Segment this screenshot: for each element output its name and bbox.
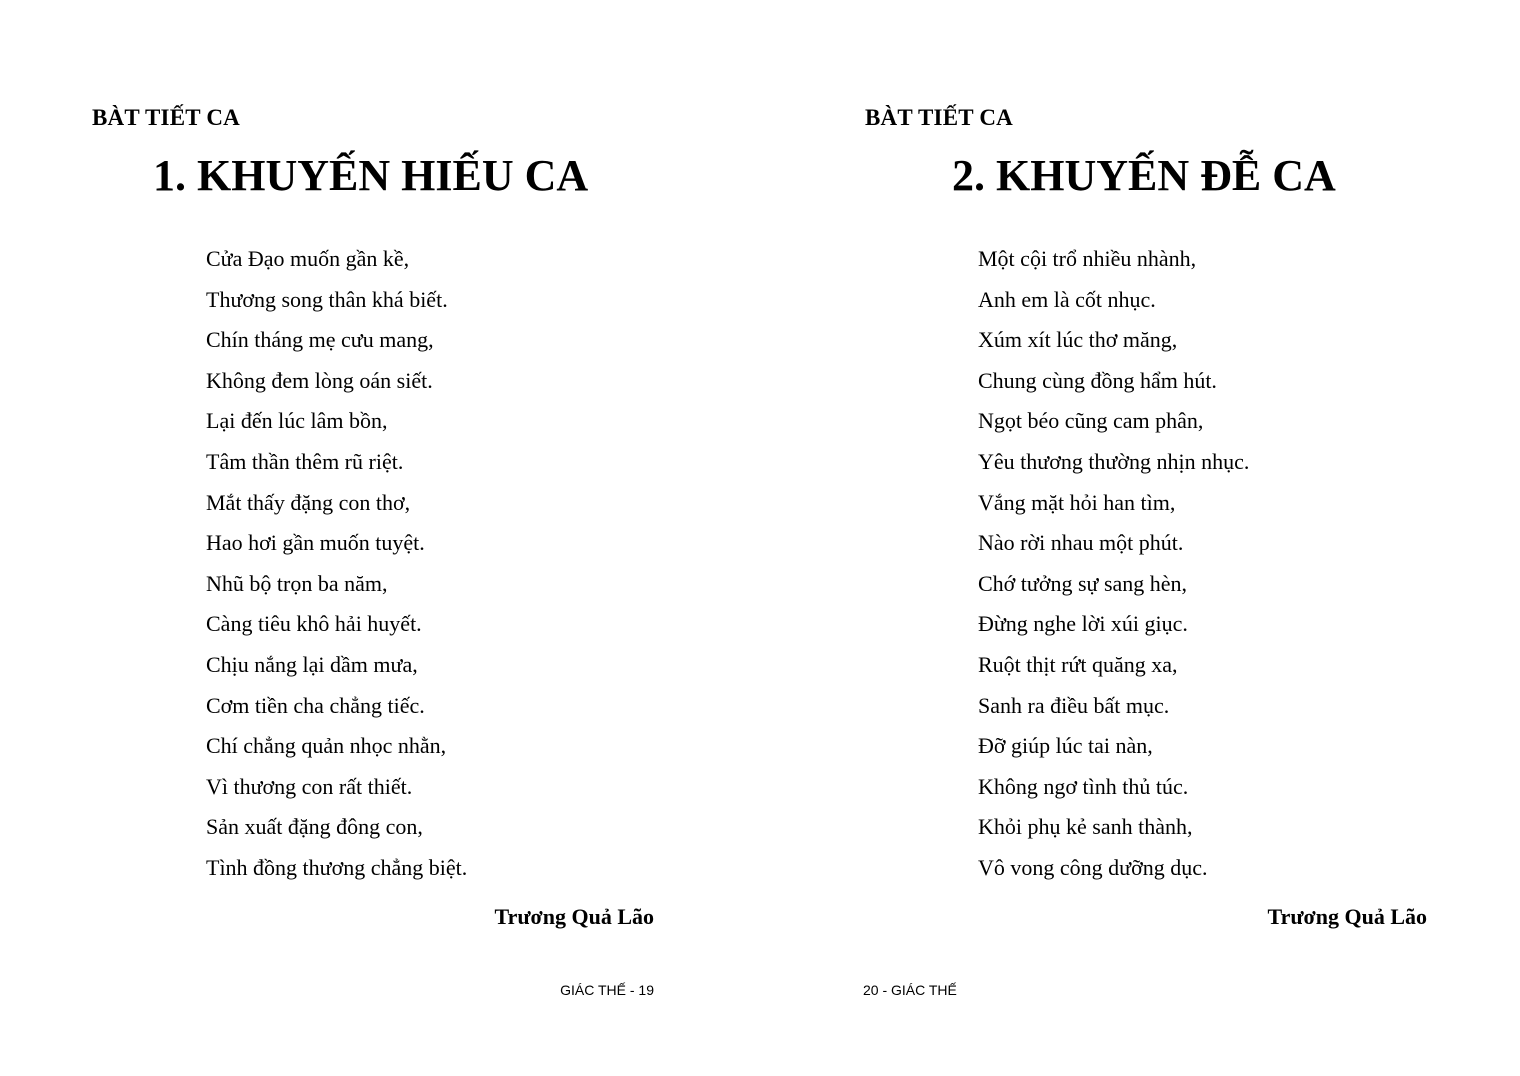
series-title: BÀT TIẾT CA [92,105,240,130]
verse-line: Đừng nghe lời xúi giục. [978,611,1188,637]
verse-line: Chớ tưởng sự sang hèn, [978,570,1188,596]
author-name: Trương Quả Lão [1267,904,1427,929]
verse-line: Chung cùng đồng hẩm hút. [978,367,1217,393]
verse-line: Cửa Đạo muốn gần kề, [206,246,410,271]
verse-line: Tình đồng thương chẳng biệt. [206,854,468,880]
poem-verses [206,240,467,890]
verse-line: Ruột thịt rứt quăng xa, [978,651,1178,677]
poem-verses [978,240,1249,890]
page-footer: 20 - GIÁC THẾ [863,982,957,998]
poem-title: 1. KHUYẾN HIẾU CA [153,151,589,200]
series-title: BÀT TIẾT CA [865,105,1013,130]
author-name: Trương Quả Lão [494,904,654,929]
verse-line: Chí chẳng quản nhọc nhằn, [206,733,447,759]
right-page [772,0,1520,1076]
verse-line: Một cội trổ nhiều nhành, [978,246,1197,271]
verse-line: Vắng mặt hỏi han tìm, [978,489,1176,515]
verse-line: Càng tiêu khô hải huyết. [206,611,422,637]
verse-line: Ngọt béo cũng cam phân, [978,408,1204,434]
verse-line: Không ngơ tình thủ túc. [978,773,1189,799]
verse-line: Chín tháng mẹ cưu mang, [206,327,434,353]
verse-line: Nhũ bộ trọn ba năm, [206,570,388,596]
verse-line: Thương song thân khá biết. [206,286,448,312]
verse-line: Sản xuất đặng đông con, [206,814,423,840]
verse-line: Sanh ra điều bất mục. [978,692,1170,718]
verse-line: Vì thương con rất thiết. [206,773,413,799]
verse-line: Chịu nắng lại dầm mưa, [206,651,418,677]
verse-line: Cơm tiền cha chẳng tiếc. [206,692,425,718]
verse-line: Yêu thương thường nhịn nhục. [978,448,1250,474]
poem-title: 2. KHUYẾN ĐỄ CA [952,151,1336,200]
verse-line: Xúm xít lúc thơ măng, [978,327,1178,353]
verse-line: Lại đến lúc lâm bồn, [206,408,388,434]
verse-line: Anh em là cốt nhục. [978,286,1156,312]
verse-line: Vô vong công dưỡng dục. [978,854,1208,880]
verse-line: Tâm thần thêm rũ riệt. [206,448,404,474]
verse-line: Mắt thấy đặng con thơ, [206,489,411,515]
verse-line: Hao hơi gần muốn tuyệt. [206,530,425,556]
verse-line: Khỏi phụ kẻ sanh thành, [978,814,1193,840]
verse-line: Đỡ giúp lúc tai nàn, [978,733,1153,759]
page-footer: GIÁC THẾ - 19 [560,982,654,998]
verse-line: Không đem lòng oán siết. [206,367,433,393]
verse-line: Nào rời nhau một phút. [978,530,1184,556]
